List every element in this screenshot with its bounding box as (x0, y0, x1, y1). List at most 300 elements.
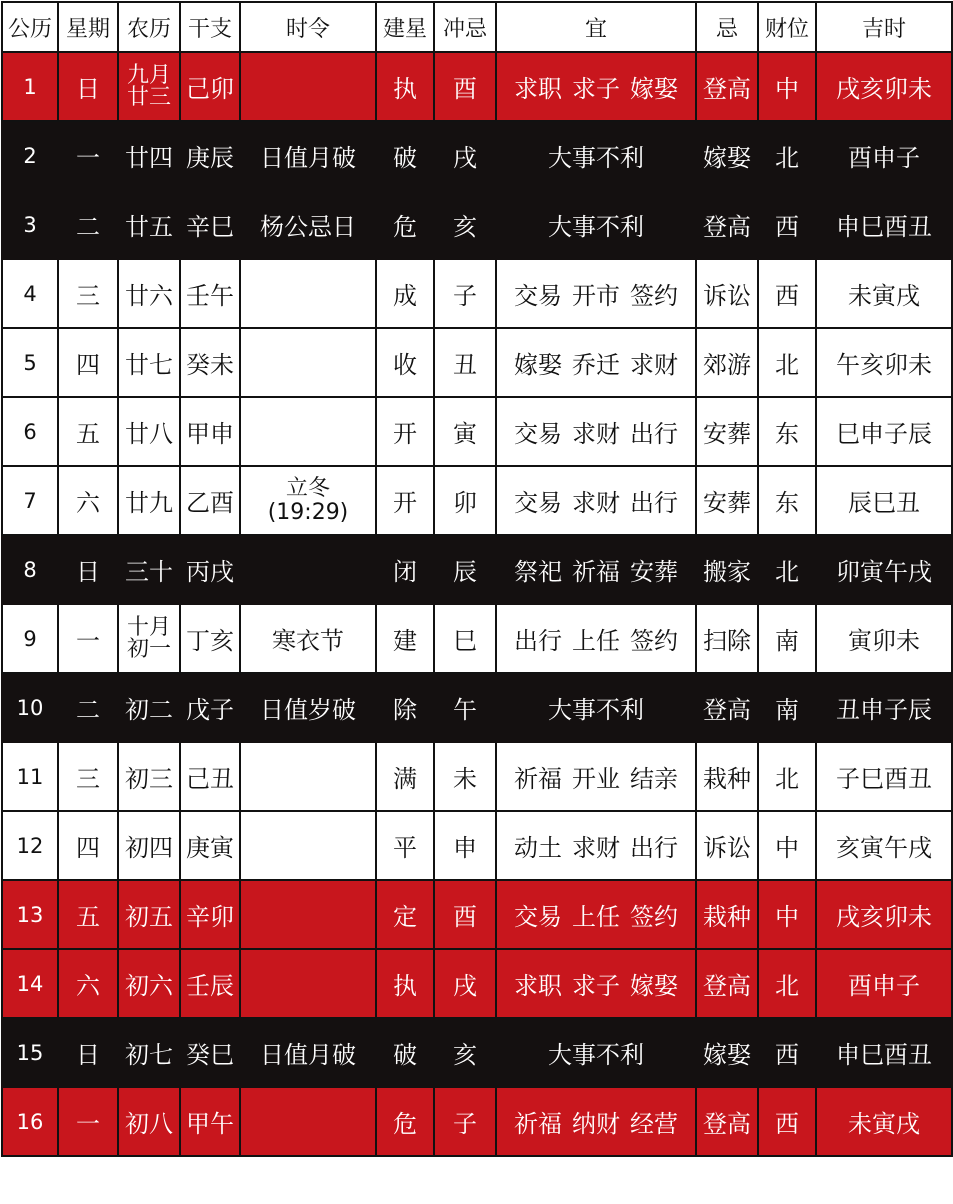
lunar-text: 初八 (125, 1110, 173, 1138)
cell-ganzhi (180, 811, 240, 880)
table-row (2, 742, 952, 811)
auspicious-item: 求职 (514, 972, 562, 1000)
cell-auspicious (496, 535, 696, 604)
cell-ganzhi (180, 742, 240, 811)
cell-day (2, 811, 58, 880)
cell-lucky-hours (816, 949, 952, 1018)
cell-day (2, 1018, 58, 1087)
day-number: 16 (16, 1109, 44, 1134)
auspicious-item: 乔迁 (572, 351, 620, 379)
cell-jianxing (376, 604, 434, 673)
auspicious-item: 求子 (572, 75, 620, 103)
cell-jianxing (376, 190, 434, 259)
cell-solar-term (240, 535, 376, 604)
cell-wealth-direction (758, 1087, 816, 1156)
cell-jianxing (376, 1087, 434, 1156)
clash-text: 亥 (453, 1041, 477, 1069)
ganzhi-text: 庚辰 (186, 144, 234, 172)
ganzhi-text: 癸巳 (186, 1041, 234, 1069)
header-lucky-hours: 吉时 (816, 2, 952, 52)
auspicious-item: 签约 (630, 627, 678, 655)
auspicious-item: 求财 (572, 420, 620, 448)
cell-solar-term (240, 259, 376, 328)
auspicious-item: 动土 (514, 834, 562, 862)
lucky-hours-text: 未寅戌 (848, 1110, 920, 1138)
cell-solar-term (240, 52, 376, 121)
wealth-direction-text: 中 (775, 834, 799, 862)
auspicious-item: 签约 (630, 903, 678, 931)
cell-ganzhi (180, 328, 240, 397)
cell-clash (434, 259, 496, 328)
lucky-hours-text: 酉申子 (848, 144, 920, 172)
table-row (2, 673, 952, 742)
lunar-text: 初五 (125, 903, 173, 931)
ganzhi-text: 庚寅 (186, 834, 234, 862)
day-number: 5 (23, 350, 37, 375)
inauspicious-text: 扫除 (703, 627, 751, 655)
header-weekday: 星期 (58, 2, 118, 52)
jianxing-text: 收 (393, 351, 417, 379)
cell-inauspicious (696, 811, 758, 880)
cell-solar-term (240, 604, 376, 673)
cell-auspicious (496, 673, 696, 742)
auspicious-item: 求职 (514, 75, 562, 103)
cell-lucky-hours (816, 259, 952, 328)
cell-lucky-hours (816, 121, 952, 190)
table-row (2, 259, 952, 328)
ganzhi-text: 甲午 (186, 1110, 234, 1138)
jianxing-text: 执 (393, 972, 417, 1000)
weekday-text: 二 (76, 213, 100, 241)
solar-term-text: 日值月破 (260, 1041, 356, 1069)
cell-day (2, 121, 58, 190)
cell-lunar (118, 121, 180, 190)
cell-clash (434, 1087, 496, 1156)
cell-solar-term (240, 1087, 376, 1156)
clash-text: 申 (453, 834, 477, 862)
cell-jianxing (376, 880, 434, 949)
auspicious-item: 大事不利 (548, 1041, 644, 1069)
clash-text: 亥 (453, 213, 477, 241)
cell-ganzhi (180, 190, 240, 259)
auspicious-item: 出行 (630, 489, 678, 517)
cell-solar-term (240, 949, 376, 1018)
cell-inauspicious (696, 604, 758, 673)
auspicious-item: 祈福 (514, 765, 562, 793)
lunar-text: 廿四 (125, 144, 173, 172)
table-row (2, 811, 952, 880)
cell-wealth-direction (758, 190, 816, 259)
cell-clash (434, 673, 496, 742)
inauspicious-text: 安葬 (703, 489, 751, 517)
auspicious-item: 经营 (630, 1110, 678, 1138)
cell-lucky-hours (816, 673, 952, 742)
cell-auspicious (496, 328, 696, 397)
jianxing-text: 满 (393, 765, 417, 793)
auspicious-item: 结亲 (630, 765, 678, 793)
auspicious-item: 交易 (514, 489, 562, 517)
inauspicious-text: 搬家 (703, 558, 751, 586)
lunar-text: 九月 (126, 62, 171, 88)
lucky-hours-text: 戌亥卯未 (836, 903, 932, 931)
cell-clash (434, 466, 496, 535)
cell-solar-term (240, 466, 376, 535)
wealth-direction-text: 南 (775, 627, 799, 655)
wealth-direction-text: 西 (775, 1110, 799, 1138)
inauspicious-text: 登高 (703, 213, 751, 241)
cell-jianxing (376, 466, 434, 535)
cell-clash (434, 121, 496, 190)
cell-inauspicious (696, 121, 758, 190)
day-number: 8 (23, 557, 37, 582)
auspicious-item: 祭祀 (514, 558, 562, 586)
cell-weekday (58, 466, 118, 535)
cell-ganzhi (180, 604, 240, 673)
clash-text: 酉 (453, 903, 477, 931)
ganzhi-text: 壬辰 (186, 972, 234, 1000)
lunar-text: 初七 (125, 1041, 173, 1069)
auspicious-item: 大事不利 (548, 144, 644, 172)
ganzhi-text: 丙戌 (186, 558, 234, 586)
cell-lunar (118, 52, 180, 121)
clash-text: 辰 (453, 558, 477, 586)
lunar-text: 廿九 (125, 489, 173, 517)
lucky-hours-text: 午亥卯未 (836, 351, 932, 379)
header-row (2, 2, 952, 52)
inauspicious-text: 栽种 (703, 903, 751, 931)
cell-lunar (118, 1018, 180, 1087)
cell-jianxing (376, 811, 434, 880)
cell-solar-term (240, 1018, 376, 1087)
clash-text: 子 (453, 1110, 477, 1138)
weekday-text: 五 (76, 903, 100, 931)
cell-clash (434, 949, 496, 1018)
ganzhi-text: 己丑 (186, 765, 234, 793)
auspicious-item: 出行 (514, 627, 562, 655)
weekday-text: 五 (76, 420, 100, 448)
cell-weekday (58, 328, 118, 397)
jianxing-text: 定 (393, 903, 417, 931)
cell-jianxing (376, 397, 434, 466)
cell-wealth-direction (758, 328, 816, 397)
cell-lucky-hours (816, 811, 952, 880)
day-number: 4 (23, 281, 37, 306)
cell-clash (434, 52, 496, 121)
inauspicious-text: 安葬 (703, 420, 751, 448)
cell-weekday (58, 397, 118, 466)
cell-wealth-direction (758, 880, 816, 949)
jianxing-text: 开 (393, 489, 417, 517)
table-row (2, 52, 952, 121)
cell-auspicious (496, 259, 696, 328)
header-solar-term: 时令 (240, 2, 376, 52)
inauspicious-text: 登高 (703, 1110, 751, 1138)
ganzhi-text: 甲申 (186, 420, 234, 448)
table-row (2, 604, 952, 673)
table-row (2, 466, 952, 535)
inauspicious-text: 登高 (703, 972, 751, 1000)
day-number: 7 (23, 488, 37, 513)
clash-text: 子 (453, 282, 477, 310)
cell-day (2, 604, 58, 673)
day-number: 15 (16, 1040, 44, 1065)
ganzhi-text: 辛巳 (186, 213, 234, 241)
clash-text: 巳 (453, 627, 477, 655)
lucky-hours-text: 辰巳丑 (848, 489, 920, 517)
lunar-text: 廿七 (125, 351, 173, 379)
clash-text: 丑 (453, 351, 477, 379)
cell-lucky-hours (816, 466, 952, 535)
cell-clash (434, 190, 496, 259)
day-number: 3 (23, 212, 37, 237)
solar-term-text: 日值月破 (260, 144, 356, 172)
cell-lunar (118, 259, 180, 328)
auspicious-item: 交易 (514, 903, 562, 931)
cell-wealth-direction (758, 949, 816, 1018)
lunar-text: 廿六 (125, 282, 173, 310)
lunar-text: 初二 (125, 696, 173, 724)
table-row (2, 949, 952, 1018)
cell-weekday (58, 52, 118, 121)
inauspicious-text: 登高 (703, 696, 751, 724)
jianxing-text: 执 (393, 75, 417, 103)
weekday-text: 六 (76, 972, 100, 1000)
cell-ganzhi (180, 673, 240, 742)
cell-solar-term (240, 328, 376, 397)
lucky-hours-text: 未寅戌 (848, 282, 920, 310)
cell-wealth-direction (758, 121, 816, 190)
cell-ganzhi (180, 1018, 240, 1087)
cell-solar-term (240, 811, 376, 880)
cell-ganzhi (180, 121, 240, 190)
cell-weekday (58, 880, 118, 949)
lunar-day-text: 初一 (126, 636, 171, 662)
cell-auspicious (496, 1018, 696, 1087)
cell-weekday (58, 604, 118, 673)
auspicious-item: 嫁娶 (514, 351, 562, 379)
cell-lunar (118, 604, 180, 673)
auspicious-item: 大事不利 (548, 696, 644, 724)
cell-jianxing (376, 742, 434, 811)
lunar-day-text: 廿三 (126, 84, 171, 110)
table-row (2, 880, 952, 949)
wealth-direction-text: 西 (775, 213, 799, 241)
ganzhi-text: 癸未 (186, 351, 234, 379)
cell-solar-term (240, 673, 376, 742)
jianxing-text: 开 (393, 420, 417, 448)
auspicious-item: 出行 (630, 420, 678, 448)
clash-text: 戌 (453, 144, 477, 172)
weekday-text: 一 (76, 627, 100, 655)
clash-text: 戌 (453, 972, 477, 1000)
cell-ganzhi (180, 397, 240, 466)
cell-lunar (118, 742, 180, 811)
inauspicious-text: 栽种 (703, 765, 751, 793)
lunar-text: 初四 (125, 834, 173, 862)
cell-inauspicious (696, 742, 758, 811)
cell-lucky-hours (816, 880, 952, 949)
lucky-hours-text: 卯寅午戌 (836, 558, 932, 586)
cell-clash (434, 1018, 496, 1087)
cell-inauspicious (696, 466, 758, 535)
auspicious-item: 求财 (630, 351, 678, 379)
day-number: 9 (23, 626, 37, 651)
cell-lunar (118, 190, 180, 259)
cell-clash (434, 604, 496, 673)
lunar-text: 十月 (126, 614, 171, 640)
cell-clash (434, 880, 496, 949)
wealth-direction-text: 北 (775, 351, 799, 379)
table-row (2, 535, 952, 604)
table-row (2, 190, 952, 259)
cell-auspicious (496, 52, 696, 121)
wealth-direction-text: 西 (775, 1041, 799, 1069)
cell-lucky-hours (816, 742, 952, 811)
cell-auspicious (496, 190, 696, 259)
weekday-text: 一 (76, 144, 100, 172)
auspicious-item: 上任 (572, 627, 620, 655)
header-wealth-direction: 财位 (758, 2, 816, 52)
wealth-direction-text: 南 (775, 696, 799, 724)
lunar-text: 廿五 (125, 213, 173, 241)
cell-weekday (58, 673, 118, 742)
cell-day (2, 535, 58, 604)
cell-auspicious (496, 1087, 696, 1156)
day-number: 12 (16, 833, 44, 858)
jianxing-text: 闭 (393, 558, 417, 586)
cell-inauspicious (696, 1087, 758, 1156)
auspicious-item: 纳财 (572, 1110, 620, 1138)
cell-weekday (58, 742, 118, 811)
cell-lunar (118, 1087, 180, 1156)
solar-term-text: 寒衣节 (272, 627, 344, 655)
cell-wealth-direction (758, 397, 816, 466)
jianxing-text: 危 (393, 213, 417, 241)
inauspicious-text: 诉讼 (703, 834, 751, 862)
cell-inauspicious (696, 259, 758, 328)
weekday-text: 二 (76, 696, 100, 724)
cell-solar-term (240, 742, 376, 811)
auspicious-item: 交易 (514, 282, 562, 310)
auspicious-item: 祈福 (514, 1110, 562, 1138)
cell-inauspicious (696, 1018, 758, 1087)
weekday-text: 四 (76, 834, 100, 862)
clash-text: 寅 (453, 420, 477, 448)
clash-text: 酉 (453, 75, 477, 103)
cell-solar-term (240, 190, 376, 259)
jianxing-text: 破 (393, 1041, 417, 1069)
jianxing-text: 成 (393, 282, 417, 310)
cell-weekday (58, 121, 118, 190)
cell-jianxing (376, 673, 434, 742)
cell-jianxing (376, 259, 434, 328)
cell-lucky-hours (816, 397, 952, 466)
cell-wealth-direction (758, 259, 816, 328)
lucky-hours-text: 子巳酉丑 (836, 765, 932, 793)
cell-lunar (118, 949, 180, 1018)
table-row (2, 328, 952, 397)
cell-wealth-direction (758, 535, 816, 604)
cell-clash (434, 811, 496, 880)
table-row (2, 397, 952, 466)
header-gregorian: 公历 (2, 2, 58, 52)
weekday-text: 三 (76, 765, 100, 793)
cell-clash (434, 397, 496, 466)
cell-inauspicious (696, 535, 758, 604)
cell-inauspicious (696, 880, 758, 949)
table-row (2, 1087, 952, 1156)
header-ganzhi: 干支 (180, 2, 240, 52)
jianxing-text: 危 (393, 1110, 417, 1138)
wealth-direction-text: 中 (775, 75, 799, 103)
cell-inauspicious (696, 190, 758, 259)
cell-auspicious (496, 604, 696, 673)
lucky-hours-text: 酉申子 (848, 972, 920, 1000)
cell-auspicious (496, 121, 696, 190)
jianxing-text: 平 (393, 834, 417, 862)
auspicious-item: 交易 (514, 420, 562, 448)
cell-auspicious (496, 397, 696, 466)
cell-weekday (58, 811, 118, 880)
cell-lucky-hours (816, 535, 952, 604)
cell-wealth-direction (758, 604, 816, 673)
cell-ganzhi (180, 466, 240, 535)
cell-auspicious (496, 742, 696, 811)
cell-jianxing (376, 535, 434, 604)
wealth-direction-text: 东 (775, 420, 799, 448)
lunar-text: 廿八 (125, 420, 173, 448)
ganzhi-text: 辛卯 (186, 903, 234, 931)
ganzhi-text: 壬午 (186, 282, 234, 310)
weekday-text: 六 (76, 489, 100, 517)
cell-wealth-direction (758, 52, 816, 121)
table-row (2, 121, 952, 190)
cell-auspicious (496, 949, 696, 1018)
inauspicious-text: 登高 (703, 75, 751, 103)
cell-jianxing (376, 52, 434, 121)
cell-day (2, 1087, 58, 1156)
cell-auspicious (496, 880, 696, 949)
jianxing-text: 建 (393, 627, 417, 655)
cell-day (2, 742, 58, 811)
header-auspicious: 宜 (496, 2, 696, 52)
lunar-text: 初六 (125, 972, 173, 1000)
inauspicious-text: 嫁娶 (703, 1041, 751, 1069)
cell-wealth-direction (758, 811, 816, 880)
lunar-text: 三十 (125, 558, 173, 586)
cell-lunar (118, 328, 180, 397)
cell-lunar (118, 880, 180, 949)
lunar-text: 初三 (125, 765, 173, 793)
jianxing-text: 除 (393, 696, 417, 724)
cell-lucky-hours (816, 52, 952, 121)
cell-day (2, 880, 58, 949)
cell-clash (434, 535, 496, 604)
clash-text: 未 (453, 765, 477, 793)
cell-inauspicious (696, 52, 758, 121)
cell-day (2, 52, 58, 121)
header-inauspicious: 忌 (696, 2, 758, 52)
cell-lucky-hours (816, 190, 952, 259)
lucky-hours-text: 申巳酉丑 (836, 213, 932, 241)
lucky-hours-text: 寅卯未 (848, 627, 920, 655)
inauspicious-text: 诉讼 (703, 282, 751, 310)
header-lunar: 农历 (118, 2, 180, 52)
wealth-direction-text: 北 (775, 765, 799, 793)
cell-weekday (58, 949, 118, 1018)
cell-wealth-direction (758, 466, 816, 535)
cell-lucky-hours (816, 328, 952, 397)
